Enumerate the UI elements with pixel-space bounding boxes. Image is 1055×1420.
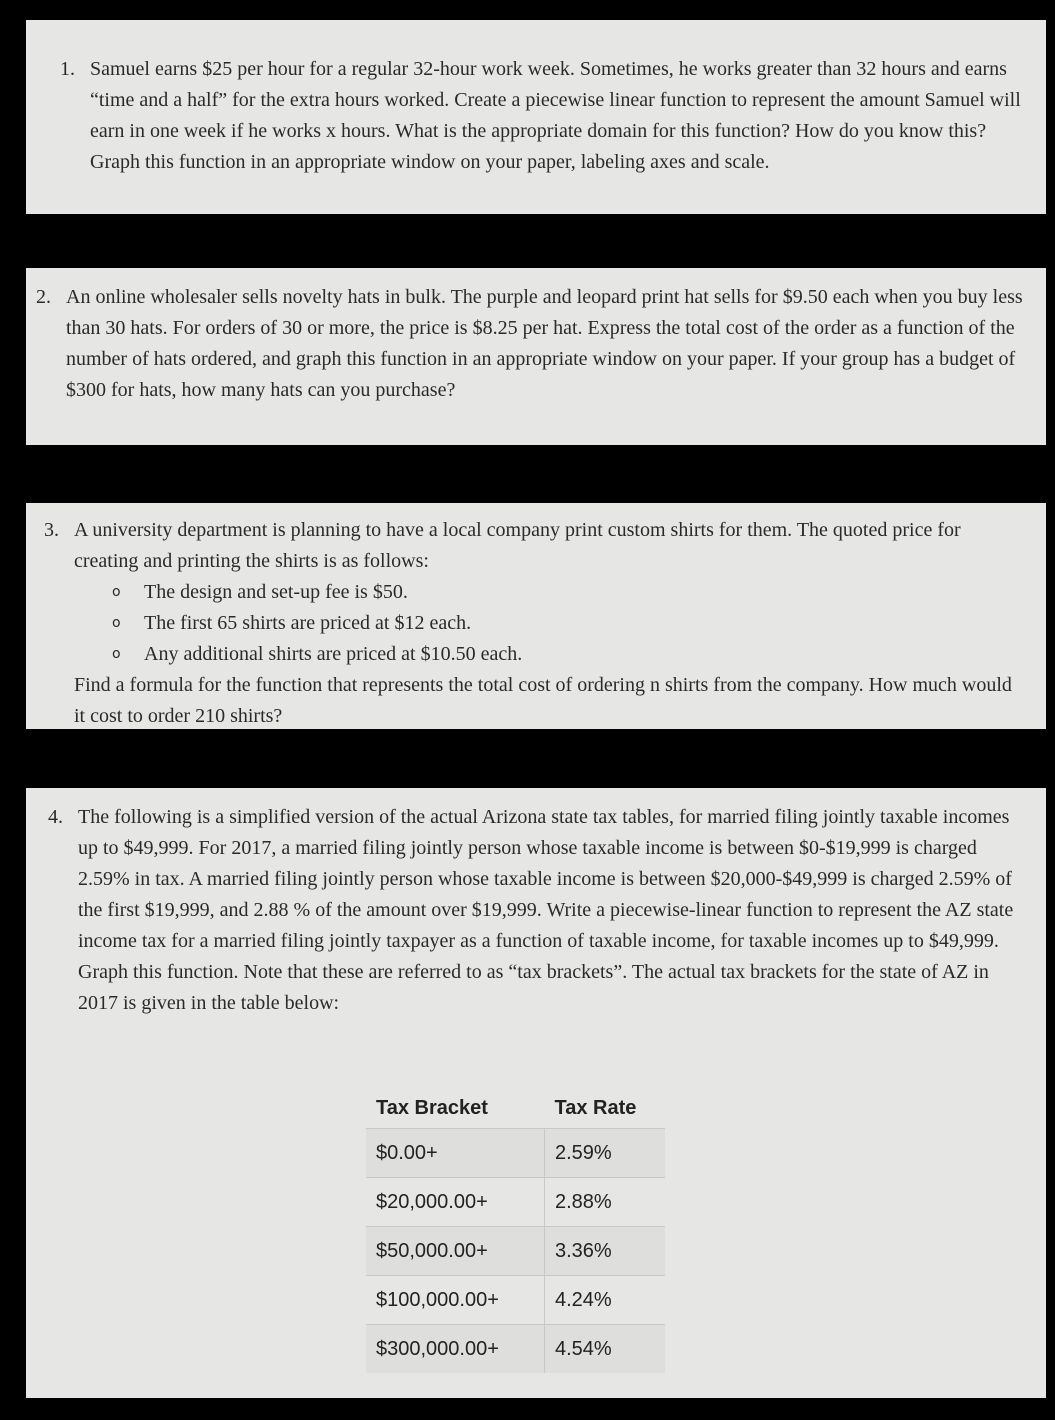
bullet-circle-icon: o (112, 646, 121, 662)
tax-rate-cell: 2.88% (545, 1178, 666, 1227)
price-list (74, 577, 1026, 670)
question-number: 3. (44, 519, 59, 541)
table-row (366, 1276, 665, 1325)
table-header-row (366, 1088, 665, 1129)
tax-rate-cell: 4.54% (545, 1325, 666, 1374)
question-closing: Find a formula for the function that represents the total cost of ordering n shirts from the company. How much would it cost to order 210 shirts? (74, 674, 1012, 727)
table-row (366, 1178, 665, 1227)
tax-bracket-table (366, 1088, 665, 1373)
list-item: o The first 65 shirts are priced at $12 each. (112, 608, 1026, 639)
column-header: Tax Bracket (376, 1096, 488, 1119)
bullet-circle-icon: o (112, 615, 121, 631)
column-header: Tax Rate (554, 1096, 637, 1119)
question-3-panel (26, 503, 1046, 729)
tax-rate-cell: 4.24% (545, 1276, 666, 1325)
tax-bracket-cell: $50,000.00+ (366, 1227, 545, 1276)
tax-rate-cell: 2.59% (545, 1129, 666, 1178)
question-3 (44, 515, 1026, 732)
tax-bracket-cell: $0.00+ (366, 1129, 545, 1178)
question-number: 4. (48, 806, 63, 828)
table-row (366, 1227, 665, 1276)
question-4-panel (26, 788, 1046, 1398)
question-1-panel (26, 20, 1046, 214)
table-row (366, 1129, 665, 1178)
tax-rate-cell: 3.36% (545, 1227, 666, 1276)
question-text: An online wholesaler sells novelty hats in bulk. The purple and leopard print hat sells for $9.50 each when you buy less than 30 hats. For orders of 30 or more, the price is $8.25 per hat. Express the total cost of the order as a function of the number of hats ordered, and graph this function in an appropriate window on your paper. If your group has a budget of $300 for hats, how many hats can you purchase? (66, 286, 1023, 401)
tax-bracket-cell: $20,000.00+ (366, 1178, 545, 1227)
question-text: Samuel earns $25 per hour for a regular 32-hour work week. Sometimes, he works greater than 32 hours and earns “time and a half” for the extra hours worked. Create a piecewise linear function to represent the amount Samuel will earn in one week if he works x hours. What is the appropriate domain for this function? How do you know this? Graph this function in an appropriate window on your paper, labeling axes and scale. (90, 58, 1021, 173)
table-row (366, 1325, 665, 1374)
question-number: 2. (36, 286, 51, 308)
list-item: o Any additional shirts are priced at $10.50 each. (112, 639, 1026, 670)
question-2 (36, 282, 1026, 406)
tax-bracket-cell: $100,000.00+ (366, 1276, 545, 1325)
question-2-panel (26, 268, 1046, 445)
bullet-circle-icon: o (112, 584, 121, 600)
list-item: o The design and set-up fee is $50. (112, 577, 1026, 608)
question-text: The following is a simplified version of the actual Arizona state tax tables, for married filing jointly taxable incomes up to $49,999. For 2017, a married filing jointly person whose taxable income is between $0-$19,999 is charged 2.59% in tax. A married filing jointly person whose taxable income is between $20,000-$49,999 is charged 2.59% of the first $19,999, and 2.88 % of the amount over $19,999. Write a piecewise-linear function to represent the AZ state income tax for a married filing jointly taxpayer as a function of taxable income, for taxable incomes up to $49,999. Graph this function. Note that these are referred to as “tax brackets”. The actual tax brackets for the state of AZ in 2017 is given in the table below: (78, 806, 1014, 1014)
question-1 (60, 54, 1026, 178)
question-number: 1. (60, 58, 75, 80)
question-4 (48, 802, 1026, 1019)
question-intro: A university department is planning to have a local company print custom shirts for them. The quoted price for creating and printing the shirts is as follows: (74, 519, 961, 572)
tax-bracket-cell: $300,000.00+ (366, 1325, 545, 1374)
